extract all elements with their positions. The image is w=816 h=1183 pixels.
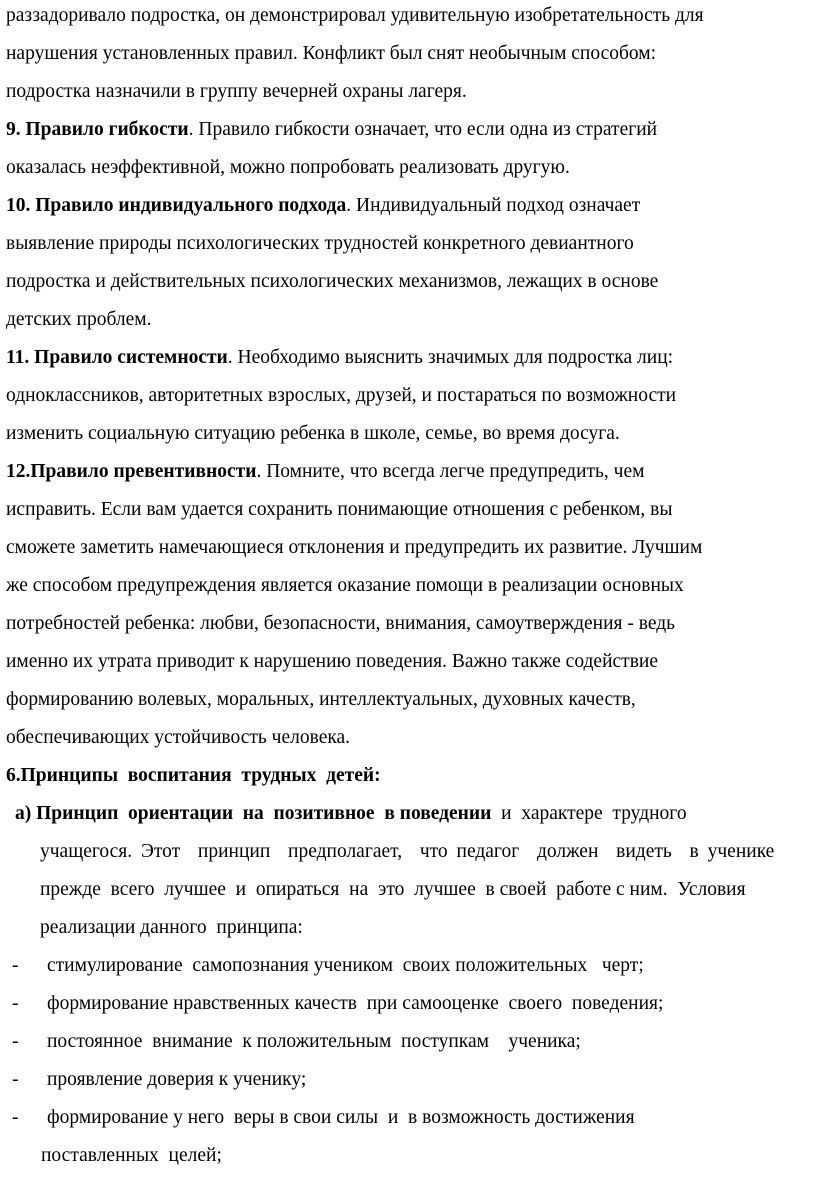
paragraph-line: выявление природы психологических трудностей конкретного девиантного xyxy=(6,233,634,254)
rule-9-text: . Правило гибкости означает, что если одна из стратегий xyxy=(188,119,658,140)
rule-9-title: 9. Правило гибкости xyxy=(6,119,189,140)
paragraph-line: подростка назначили в группу вечерней охраны лагеря. xyxy=(6,81,467,102)
list-item xyxy=(6,1023,816,1061)
paragraph-line: формированию волевых, моральных, интеллектуальных, духовных качеств, xyxy=(6,689,636,710)
rule-10-title: 10. Правило индивидуального подхода xyxy=(6,195,347,216)
paragraph-line: потребностей ребенка: любви, безопасности, внимания, самоутверждения - ведь xyxy=(6,613,676,634)
paragraph-line: нарушения установленных правил. Конфликт был снят необычным способом: xyxy=(6,43,657,64)
paragraph-line: оказалась неэффективной, можно попробовать реализовать другую. xyxy=(6,157,570,178)
rule-12-title: 12.Правило превентивности xyxy=(6,461,257,482)
list-item-text: проявление доверия к ученику; xyxy=(47,1069,307,1090)
principle-a-line xyxy=(15,795,816,833)
paragraph-line: прежде всего лучшее и опираться на это лучшее в своей работе с ним. Условия xyxy=(40,879,746,900)
rule-10-text: . Индивидуальный подход означает xyxy=(346,195,641,216)
list-item-text: формирование нравственных качеств при самооценке своего поведения; xyxy=(47,993,664,1014)
principle-a-text: и характере трудного xyxy=(491,803,687,824)
list-item-text: постоянное внимание к положительным поступкам ученика; xyxy=(47,1031,581,1052)
section-6-heading: 6.Принципы воспитания трудных детей: xyxy=(6,765,381,786)
paragraph-line: учащегося. Этот принцип предполагает, что педагог должен видеть в ученике xyxy=(40,841,775,862)
paragraph-line: реализации данного принципа: xyxy=(40,917,303,938)
paragraph-line: детских проблем. xyxy=(6,309,152,330)
rule-11-text: . Необходимо выяснить значимых для подростка лиц: xyxy=(227,347,674,368)
rule-12-line xyxy=(6,453,816,491)
paragraph-line: обеспечивающих устойчивость человека. xyxy=(6,727,351,748)
list-item-text: стимулирование самопознания учеником своих положительных черт; xyxy=(47,955,644,976)
rule-10-line xyxy=(6,187,816,225)
paragraph-line: раззадоривало подростка, он демонстрировал удивительную изобретательность для xyxy=(6,5,704,26)
list-item xyxy=(6,1061,816,1099)
list-item xyxy=(6,947,816,985)
paragraph-line: же способом предупреждения является оказание помощи в реализации основных xyxy=(6,575,684,596)
list-item xyxy=(6,1099,816,1137)
list-item-continuation: поставленных целей; xyxy=(41,1145,222,1166)
paragraph-line: исправить. Если вам удается сохранить понимающие отношения с ребенком, вы xyxy=(6,499,673,520)
paragraph-line: одноклассников, авторитетных взрослых, друзей, и постараться по возможности xyxy=(6,385,677,406)
bullet-dash: - xyxy=(12,955,19,976)
bullet-dash: - xyxy=(12,1031,19,1052)
paragraph-line: подростка и действительных психологических механизмов, лежащих в основе xyxy=(6,271,659,292)
list-item-text: формирование у него веры в свои силы и в возможность достижения xyxy=(47,1107,635,1128)
bullet-dash: - xyxy=(12,993,19,1014)
rule-9-line xyxy=(6,111,816,149)
bullet-dash: - xyxy=(12,1107,19,1128)
rule-11-line xyxy=(6,339,816,377)
list-item xyxy=(6,985,816,1023)
paragraph-line: именно их утрата приводит к нарушению поведения. Важно также содействие xyxy=(6,651,658,672)
bullet-dash: - xyxy=(12,1069,19,1090)
rule-12-text: . Помните, что всегда легче предупредить, чем xyxy=(256,461,645,482)
paragraph-line: сможете заметить намечающиеся отклонения и предупредить их развитие. Лучшим xyxy=(6,537,703,558)
rule-11-title: 11. Правило системности xyxy=(6,347,228,368)
paragraph-line: изменить социальную ситуацию ребенка в школе, семье, во время досуга. xyxy=(6,423,620,444)
principle-a-title: а) Принцип ориентации на позитивное в поведении xyxy=(15,803,492,824)
